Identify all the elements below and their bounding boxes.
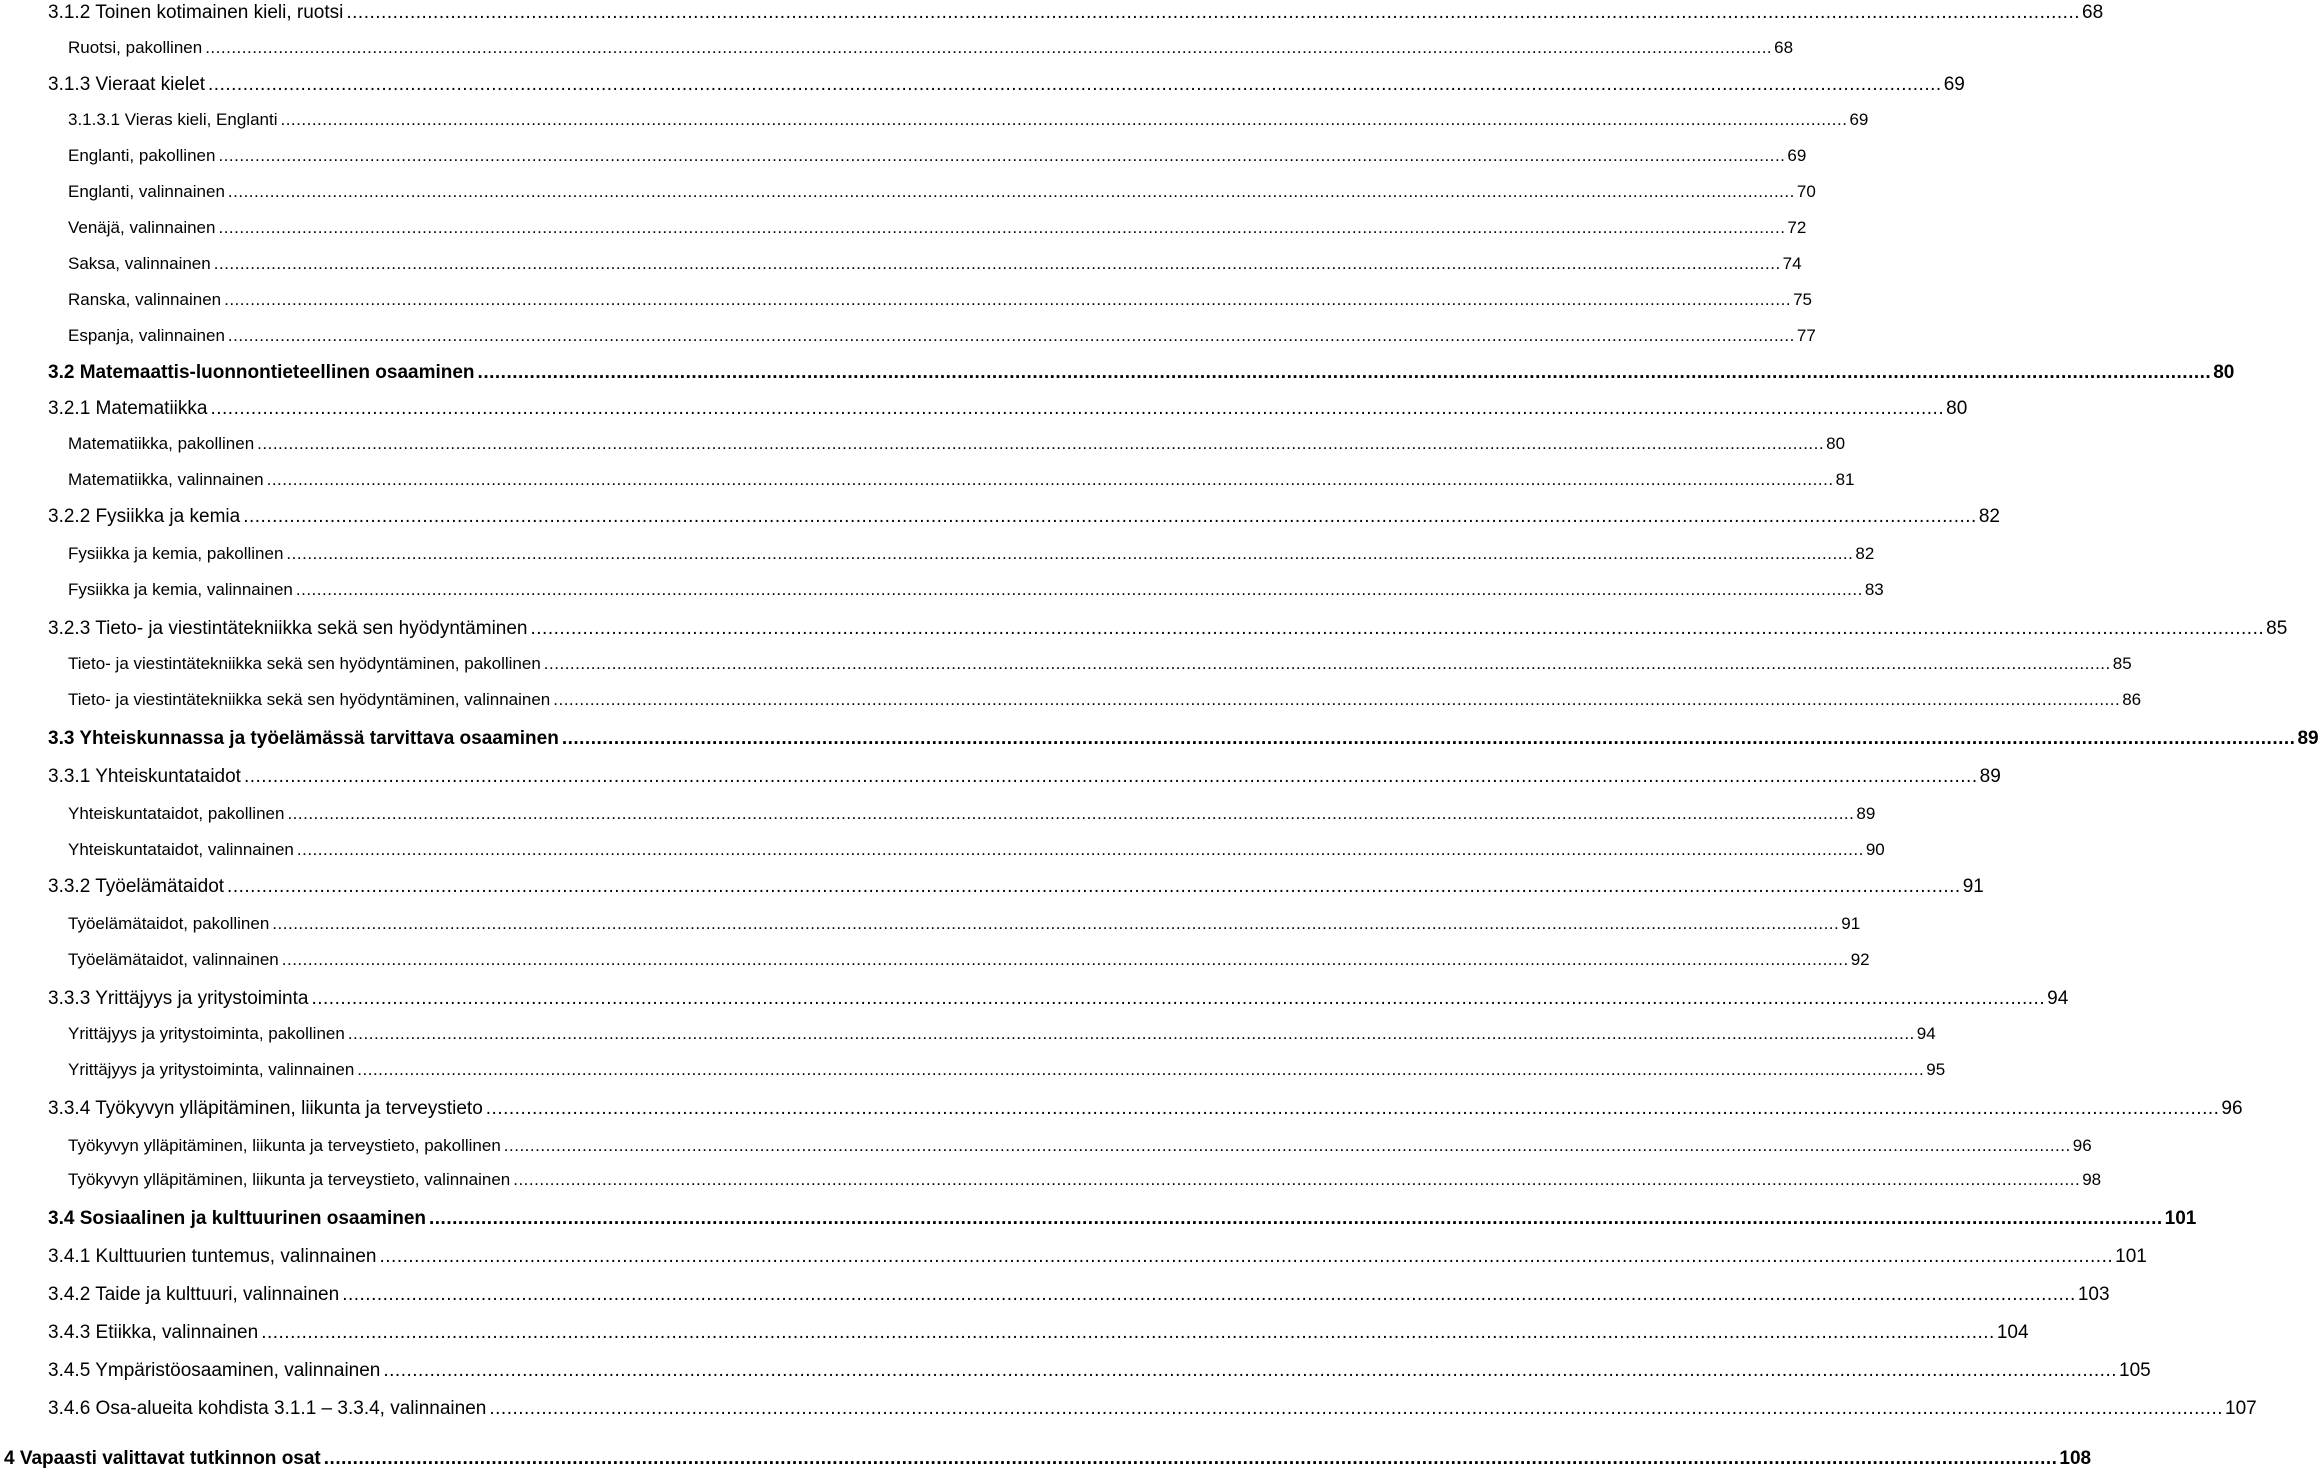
toc-page-number: 68 [1774, 38, 1794, 57]
toc-entry-title: 3.4.3 Etiikka, valinnainen [48, 1322, 259, 1343]
toc-entry-title: Venäjä, valinnainen [68, 218, 216, 237]
toc-leader-dots: ............................................................................................................................................................................................................................................................................................................ [205, 38, 1773, 57]
toc-page-number: 101 [2164, 1208, 2197, 1229]
toc-page-number: 91 [1962, 876, 1984, 897]
toc-leader-dots: ............................................................................................................................................................................................................................................................................................................ [561, 728, 2296, 749]
toc-page-number: 69 [1849, 110, 1869, 129]
toc-entry[interactable] [48, 1284, 2110, 1306]
toc-page-number: 91 [1841, 914, 1861, 933]
toc-leader-dots: ............................................................................................................................................................................................................................................................................................................ [346, 2, 2081, 23]
toc-entry-title: Yrittäjyys ja yritystoiminta, pakollinen [68, 1024, 345, 1043]
toc-page-number: 69 [1943, 74, 1965, 95]
toc-page-number: 70 [1796, 182, 1816, 201]
toc-entry-title: Tieto- ja viestintätekniikka sekä sen hyödyntäminen, valinnainen [68, 690, 551, 709]
toc-entry-title: 3.2.2 Fysiikka ja kemia [48, 506, 241, 527]
toc-entry[interactable] [68, 470, 1855, 490]
toc-entry-title: 3.4.1 Kulttuurien tuntemus, valinnainen [48, 1246, 377, 1267]
toc-page-number: 75 [1793, 290, 1812, 309]
toc-page-number: 108 [2059, 1448, 2092, 1469]
toc-leader-dots: ............................................................................................................................................................................................................................................................................................................ [224, 290, 1792, 309]
toc-leader-dots: ............................................................................................................................................................................................................................................................................................................ [513, 1170, 2081, 1189]
toc-entry-title: 3.3 Yhteiskunnassa ja työelämässä tarvittava osaaminen [48, 728, 559, 749]
toc-leader-dots: ............................................................................................................................................................................................................................................................................................................ [342, 1284, 2076, 1305]
toc-page-number: 96 [2221, 1098, 2243, 1119]
toc-entry[interactable] [48, 362, 2235, 384]
toc-page-number: 72 [1787, 218, 1807, 237]
toc-leader-dots: ............................................................................................................................................................................................................................................................................................................ [218, 146, 1786, 165]
toc-leader-dots: ............................................................................................................................................................................................................................................................................................................ [323, 1448, 2058, 1469]
toc-leader-dots: ............................................................................................................................................................................................................................................................................................................ [261, 1322, 1995, 1343]
toc-entry-title: Fysiikka ja kemia, pakollinen [68, 544, 284, 563]
toc-page-number: 69 [1787, 146, 1807, 165]
toc-page-number: 89 [1856, 804, 1876, 823]
toc-leader-dots: ............................................................................................................................................................................................................................................................................................................ [257, 434, 1825, 453]
toc-page-number: 85 [2112, 654, 2132, 673]
toc-entry-title: Englanti, pakollinen [68, 146, 216, 165]
toc-entry[interactable] [48, 1208, 2197, 1230]
toc-entry[interactable] [68, 434, 1846, 454]
toc-entry[interactable] [68, 654, 2132, 674]
toc-entry[interactable] [48, 1322, 2029, 1344]
toc-entry[interactable] [48, 618, 2288, 640]
toc-leader-dots: ............................................................................................................................................................................................................................................................................................................ [281, 950, 1849, 969]
toc-leader-dots: ............................................................................................................................................................................................................................................................................................................ [383, 1360, 2118, 1381]
toc-entry-title: 3.4 Sosiaalinen ja kulttuurinen osaaminen [48, 1208, 426, 1229]
toc-leader-dots: ............................................................................................................................................................................................................................................................................................................ [489, 1398, 2224, 1419]
toc-entry[interactable] [48, 506, 2000, 528]
toc-entry-title: Työelämätaidot, pakollinen [68, 914, 270, 933]
toc-page-number: 95 [1926, 1060, 1946, 1079]
toc-page-number: 96 [2072, 1136, 2092, 1155]
toc-leader-dots: ............................................................................................................................................................................................................................................................................................................ [296, 840, 1864, 859]
toc-entry-title: Työelämätaidot, valinnainen [68, 950, 279, 969]
toc-entry-title: 3.3.3 Yrittäjyys ja yritystoiminta [48, 988, 309, 1009]
toc-entry-title: 3.1.3 Vieraat kielet [48, 74, 206, 95]
toc-leader-dots: ............................................................................................................................................................................................................................................................................................................ [272, 914, 1840, 933]
toc-page-number: 92 [1850, 950, 1870, 969]
toc-leader-dots: ............................................................................................................................................................................................................................................................................................................ [243, 506, 1977, 527]
toc-entry-title: Matematiikka, pakollinen [68, 434, 255, 453]
toc-leader-dots: ............................................................................................................................................................................................................................................................................................................ [210, 398, 1945, 419]
toc-page-number: 82 [1978, 506, 2000, 527]
toc-leader-dots: ............................................................................................................................................................................................................................................................................................................ [213, 254, 1781, 273]
toc-entry-title: Englanti, valinnainen [68, 182, 225, 201]
toc-leader-dots: ............................................................................................................................................................................................................................................................................................................ [227, 182, 1795, 201]
toc-leader-dots: ............................................................................................................................................................................................................................................................................................................ [286, 544, 1854, 563]
toc-page-number: 103 [2077, 1284, 2110, 1305]
toc-leader-dots: ............................................................................................................................................................................................................................................................................................................ [311, 988, 2046, 1009]
toc-entry[interactable] [48, 876, 1984, 898]
toc-page-number: 85 [2266, 618, 2288, 639]
toc-leader-dots: ............................................................................................................................................................................................................................................................................................................ [295, 580, 1863, 599]
toc-entry-title: Ranska, valinnainen [68, 290, 222, 309]
toc-entry[interactable] [68, 950, 1870, 970]
toc-entry[interactable] [48, 1098, 2243, 1120]
toc-entry[interactable] [48, 1360, 2151, 1382]
toc-entry-title: Espanja, valinnainen [68, 326, 225, 345]
toc-entry[interactable] [68, 290, 1812, 310]
toc-entry-title: Työkyvyn ylläpitäminen, liikunta ja terveystieto, valinnainen [68, 1170, 511, 1189]
toc-entry-title: Ruotsi, pakollinen [68, 38, 203, 57]
toc-page-number: 80 [1946, 398, 1968, 419]
toc-leader-dots: ............................................................................................................................................................................................................................................................................................................ [218, 218, 1786, 237]
toc-entry-title: 3.2.1 Matematiikka [48, 398, 208, 419]
toc-page-number: 86 [2122, 690, 2142, 709]
toc-page-number: 98 [2082, 1170, 2102, 1189]
toc-entry[interactable] [68, 38, 1794, 58]
toc-entry[interactable] [48, 74, 1965, 96]
toc-entry-title: 3.3.4 Työkyvyn ylläpitäminen, liikunta ja terveystieto [48, 1098, 483, 1119]
toc-entry-title: 3.1.3.1 Vieras kieli, Englanti [68, 110, 278, 129]
toc-entry[interactable] [4, 1448, 2092, 1470]
toc-leader-dots: ............................................................................................................................................................................................................................................................................................................ [379, 1246, 2114, 1267]
toc-entry[interactable] [68, 1060, 1946, 1080]
toc-entry[interactable] [68, 326, 1816, 346]
toc-leader-dots: ............................................................................................................................................................................................................................................................................................................ [429, 1208, 2163, 1229]
toc-page-number: 94 [2047, 988, 2069, 1009]
toc-entry[interactable] [48, 398, 1968, 420]
toc-page-number: 80 [1826, 434, 1846, 453]
toc-entry[interactable] [68, 1170, 2102, 1190]
toc-entry-title: Fysiikka ja kemia, valinnainen [68, 580, 293, 599]
toc-entry-title: 4 Vapaasti valittavat tutkinnon osat [4, 1448, 321, 1469]
toc-entry[interactable] [68, 840, 1885, 860]
toc-entry-title: Tieto- ja viestintätekniikka sekä sen hyödyntäminen, pakollinen [68, 654, 541, 673]
toc-leader-dots: ............................................................................................................................................................................................................................................................................................................ [243, 766, 1978, 787]
toc-entry-title: 3.1.2 Toinen kotimainen kieli, ruotsi [48, 2, 344, 23]
toc-page-number: 82 [1855, 544, 1875, 563]
toc-entry[interactable] [48, 728, 2319, 750]
toc-entry-title: 3.2.3 Tieto- ja viestintätekniikka sekä sen hyödyntäminen [48, 618, 528, 639]
toc-leader-dots: ............................................................................................................................................................................................................................................................................................................ [357, 1060, 1925, 1079]
toc-leader-dots: ............................................................................................................................................................................................................................................................................................................ [543, 654, 2111, 673]
toc-entry[interactable] [68, 182, 1816, 202]
toc-leader-dots: ............................................................................................................................................................................................................................................................................................................ [208, 74, 1942, 95]
toc-entry-title: 3.2 Matemaattis-luonnontieteellinen osaaminen [48, 362, 475, 383]
toc-entry[interactable] [68, 544, 1875, 564]
toc-page-number: 105 [2119, 1360, 2151, 1381]
toc-entry-title: Saksa, valinnainen [68, 254, 211, 273]
toc-entry[interactable] [68, 1136, 2092, 1156]
toc-entry[interactable] [68, 1024, 1936, 1044]
toc-page-number: 77 [1796, 326, 1816, 345]
toc-entry[interactable] [68, 580, 1884, 600]
toc-entry[interactable] [68, 110, 1869, 130]
toc-page-number: 107 [2225, 1398, 2257, 1419]
toc-entry[interactable] [68, 804, 1876, 824]
toc-entry-title: Matematiikka, valinnainen [68, 470, 264, 489]
toc-leader-dots: ............................................................................................................................................................................................................................................................................................................ [347, 1024, 1915, 1043]
toc-leader-dots: ............................................................................................................................................................................................................................................................................................................ [485, 1098, 2220, 1119]
toc-leader-dots: ............................................................................................................................................................................................................................................................................................................ [227, 326, 1795, 345]
toc-entry[interactable] [48, 1246, 2147, 1268]
toc-page-number: 89 [1979, 766, 2001, 787]
toc-entry[interactable] [48, 1398, 2257, 1420]
toc-page-number: 81 [1835, 470, 1855, 489]
toc-page-number: 68 [2082, 2, 2104, 23]
toc-page-number: 90 [1865, 840, 1885, 859]
toc-leader-dots: ............................................................................................................................................................................................................................................................................................................ [227, 876, 1961, 897]
toc-entry-title: 3.4.2 Taide ja kulttuuri, valinnainen [48, 1284, 340, 1305]
toc-entry[interactable] [68, 690, 2142, 710]
toc-entry-title: 3.3.1 Yhteiskuntataidot [48, 766, 241, 787]
toc-leader-dots: ............................................................................................................................................................................................................................................................................................................ [266, 470, 1834, 489]
toc-entry-title: 3.4.5 Ympäristöosaaminen, valinnainen [48, 1360, 381, 1381]
toc-entry-title: 3.3.2 Työelämätaidot [48, 876, 225, 897]
toc-page-number: 74 [1782, 254, 1802, 273]
toc-page-number: 89 [2297, 728, 2319, 749]
toc-entry-title: Yhteiskuntataidot, pakollinen [68, 804, 285, 823]
toc-entry-title: 3.4.6 Osa-alueita kohdista 3.1.1 – 3.3.4, valinnainen [48, 1398, 487, 1419]
toc-page-number: 101 [2115, 1246, 2147, 1267]
toc-leader-dots: ............................................................................................................................................................................................................................................................................................................ [530, 618, 2265, 639]
toc-entry[interactable] [68, 146, 1807, 166]
toc-entry[interactable] [68, 218, 1807, 238]
toc-entry[interactable] [48, 988, 2069, 1010]
toc-leader-dots: ............................................................................................................................................................................................................................................................................................................ [287, 804, 1855, 823]
toc-page-number: 104 [1996, 1322, 2029, 1343]
toc-entry-title: Yrittäjyys ja yritystoiminta, valinnainen [68, 1060, 355, 1079]
toc-entry-title: Yhteiskuntataidot, valinnainen [68, 840, 294, 859]
toc-entry-title: Työkyvyn ylläpitäminen, liikunta ja terveystieto, pakollinen [68, 1136, 501, 1155]
toc-page-number: 83 [1864, 580, 1884, 599]
toc-entry[interactable] [48, 2, 2104, 24]
toc-leader-dots: ............................................................................................................................................................................................................................................................................................................ [553, 690, 2121, 709]
toc-leader-dots: ............................................................................................................................................................................................................................................................................................................ [280, 110, 1848, 129]
toc-entry[interactable] [48, 766, 2001, 788]
toc-entry[interactable] [68, 914, 1861, 934]
toc-leader-dots: ............................................................................................................................................................................................................................................................................................................ [503, 1136, 2071, 1155]
toc-page-number: 94 [1916, 1024, 1936, 1043]
toc-entry[interactable] [68, 254, 1802, 274]
toc-page-number: 80 [2213, 362, 2235, 383]
toc-leader-dots: ............................................................................................................................................................................................................................................................................................................ [477, 362, 2212, 383]
